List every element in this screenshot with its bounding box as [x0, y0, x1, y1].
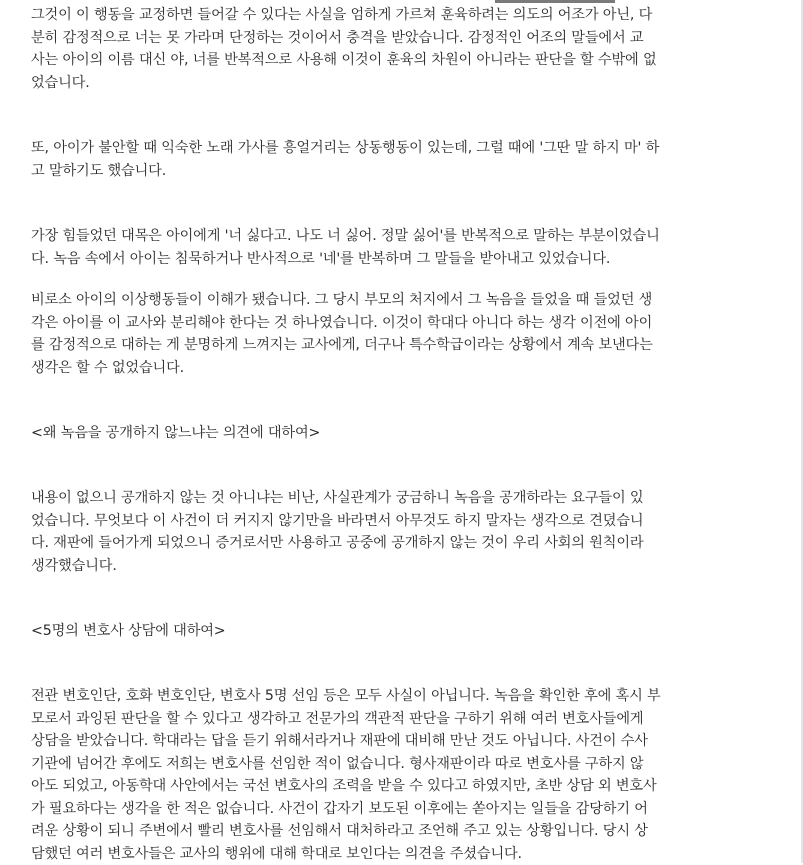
text-line: 담했던 여러 변호사들은 교사의 행위에 대해 학대로 보인다는 의견을 주셨습니다. [31, 843, 791, 865]
text-line: 또, 아이가 불안할 때 익숙한 노래 가사를 흥얼거리는 상동행동이 있는데, 그럴 때에 '그딴 말 하지 마' 하 [31, 137, 791, 160]
text-line: <왜 녹음을 공개하지 않느냐는 의견에 대하여> [31, 422, 791, 445]
text-line: 전관 변호인단, 호화 변호인단, 변호사 5명 선임 등은 모두 사실이 아닙니다. 녹음을 확인한 후에 혹시 부 [31, 685, 791, 708]
text-line: 생각은 할 수 없었습니다. [31, 357, 791, 380]
text-line: 분히 감정적으로 너는 못 가라며 단정하는 것이어서 충격을 받았습니다. 감정적인 어조의 말들에서 교 [31, 27, 791, 50]
text-line: 가 필요하다는 생각을 한 적은 없습니다. 사건이 갑자기 보도된 이후에는 쏟아지는 일들을 감당하기 어 [31, 798, 791, 821]
text-line: 를 감정적으로 대하는 게 분명하게 느껴지는 교사에게, 더구나 특수학급이라는 상황에서 계속 보낸다는 [31, 334, 791, 357]
paragraph-verbal-tone [31, 4, 791, 94]
paragraph-hardest-part [31, 225, 791, 270]
text-line: 비로소 아이의 이상행동들이 이해가 됐습니다. 그 당시 부모의 처지에서 그 녹음을 들었을 때 들었던 생 [31, 289, 791, 312]
text-line: 었습니다. [31, 72, 791, 95]
text-line: 상담을 받았습니다. 학대라는 답을 듣기 위해서라거나 재판에 대비해 만난 것도 아닙니다. 사건이 수사 [31, 730, 791, 753]
section-heading-lawyers [31, 620, 791, 643]
text-line: 사는 아이의 이름 대신 야, 너를 반복적으로 사용해 이것이 훈육의 차원이 아니라는 판단을 할 수밖에 없 [31, 49, 791, 72]
text-line: 기관에 넘어간 후에도 저희는 변호사를 선임한 적이 없습니다. 형사재판이라 따로 변호사를 구하지 않 [31, 753, 791, 776]
top-divider [495, 0, 615, 3]
text-line: 려운 상황이 되니 주변에서 빨리 변호사를 선임해서 대처하라고 조언해 주고 있는 상황입니다. 당시 상 [31, 820, 791, 843]
text-line: 각은 아이를 이 교사와 분리해야 한다는 것 하나였습니다. 이것이 학대다 아니다 하는 생각 이전에 아이 [31, 312, 791, 335]
paragraph-lawyers [31, 685, 791, 865]
text-line: 모로서 과잉된 판단을 할 수 있다고 생각하고 전문가의 객관적 판단을 구하기 위해 여러 변호사들에게 [31, 708, 791, 731]
section-heading-recording [31, 422, 791, 445]
text-line: 다. 녹음 속에서 아이는 침묵하거나 반사적으로 '네'를 반복하며 그 말들을 받아내고 있었습니다. [31, 248, 791, 271]
text-line: 그것이 이 행동을 교정하면 들어갈 수 있다는 사실을 엄하게 가르쳐 훈육하려는 의도의 어조가 아닌, 다 [31, 4, 791, 27]
paragraph-understanding [31, 289, 791, 379]
paragraph-recording [31, 487, 791, 577]
text-line: 가장 힘들었던 대목은 아이에게 '너 싫다고. 나도 너 싫어. 정말 싫어'를 반복적으로 말하는 부분이었습니 [31, 225, 791, 248]
text-line: 아도 되었고, 아동학대 사안에서는 국선 변호사의 조력을 받을 수 있다고 하였지만, 초반 상담 외 변호사 [31, 775, 791, 798]
text-line: 생각했습니다. [31, 555, 791, 578]
text-line: <5명의 변호사 상담에 대하여> [31, 620, 791, 643]
paragraph-stereotyped-behavior [31, 137, 791, 182]
text-line: 었습니다. 무엇보다 이 사건이 더 커지지 않기만을 바라면서 아무것도 하지 말자는 생각으로 견뎠습니 [31, 510, 791, 533]
text-line: 다. 재판에 들어가게 되었으니 증거로서만 사용하고 공중에 공개하지 않는 것이 우리 사회의 원칙이라 [31, 532, 791, 555]
text-line: 고 말하기도 했습니다. [31, 160, 791, 183]
text-line: 내용이 없으니 공개하지 않는 것 아니냐는 비난, 사실관계가 궁금하니 녹음을 공개하라는 요구들이 있 [31, 487, 791, 510]
